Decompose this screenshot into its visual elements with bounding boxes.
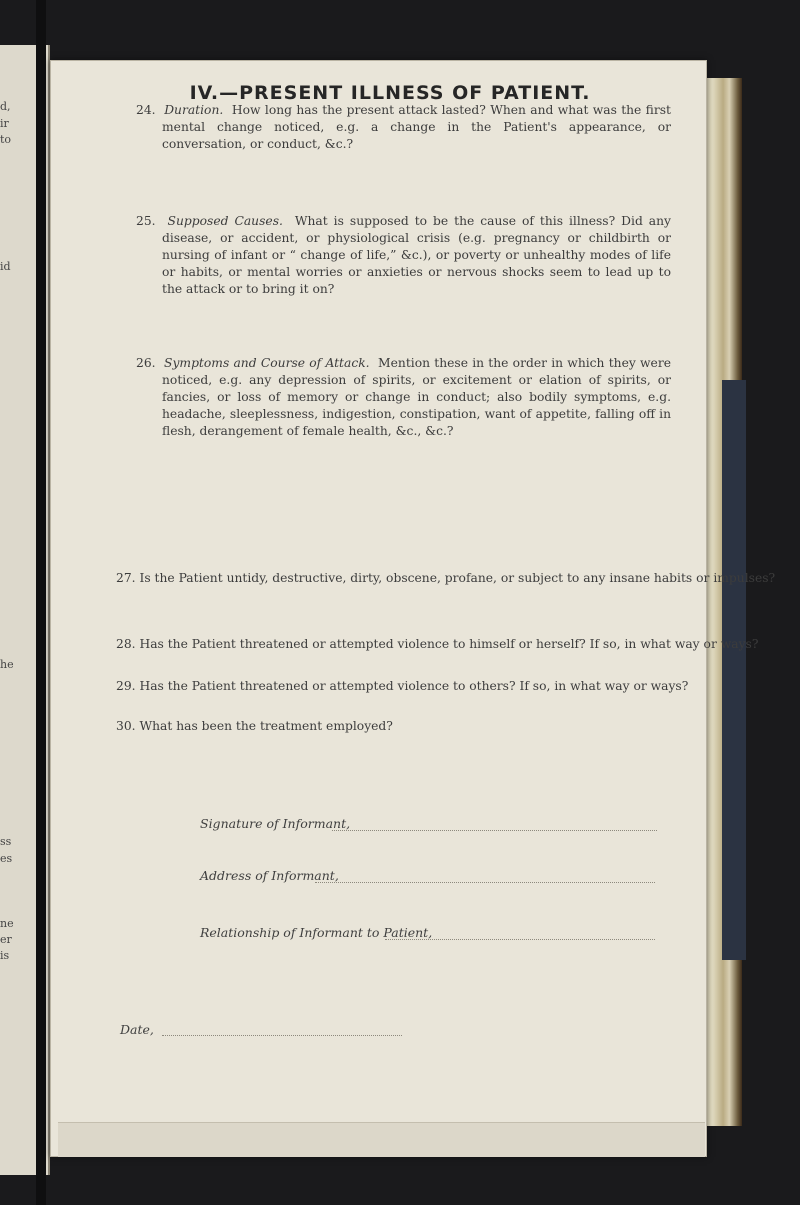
question-27: 27. Is the Patient untidy, destructive, dirty, obscene, profane, or subject to any insane habits or impulses? xyxy=(116,571,776,585)
question-text: Mention these in the order in which they were noticed, e.g. any depression of spirits, or excitement or elation of spirits, or fancies, or loss of memory or change in conduct; also bodily symptoms, e.g. headache, sleeplessness, indigestion, constipation, want of appetite, falling off in flesh, derangement of female health, &c., &c.? xyxy=(162,356,671,438)
question-text: What is supposed to be the cause of this illness? Did any disease, or accident, or physiological crisis (e.g. pregnancy or childbirth or nursing of infant or “ change of life,” &c.), or poverty or unhealthy modes of life or habits, or mental worries or anxieties or nervous shocks seem to lead up to the attack or to bring it on? xyxy=(162,214,671,296)
question-30: 30. What has been the treatment employed? xyxy=(116,719,393,733)
address-label: Address of Informant, xyxy=(200,868,339,883)
relationship-label: Relationship of Informant to Patient, xyxy=(200,925,433,940)
date-line[interactable] xyxy=(162,1035,402,1036)
date-label: Date, xyxy=(120,1022,154,1037)
question-29: 29. Has the Patient threatened or attempted violence to others? If so, in what way or ways? xyxy=(116,679,689,693)
facing-page-text: is xyxy=(0,949,10,962)
book-spine xyxy=(36,0,46,1205)
facing-page-text: id xyxy=(0,260,11,273)
question-number: 26. xyxy=(136,356,156,370)
signature-line[interactable] xyxy=(332,830,657,831)
question-text: How long has the present attack lasted? When and what was the first mental change noticed, e.g. a change in the Patient's appearance, or conversation, or conduct, &c.? xyxy=(162,103,671,151)
facing-page-text: ir xyxy=(0,117,9,130)
page-heading: IV.—PRESENT ILLNESS OF PATIENT. xyxy=(189,82,591,104)
question-number: 24. xyxy=(136,103,156,117)
address-line[interactable] xyxy=(315,882,655,883)
facing-page-text: es xyxy=(0,852,13,865)
question-26 xyxy=(116,355,671,440)
facing-page-text: he xyxy=(0,658,14,671)
facing-page-text: to xyxy=(0,133,12,146)
facing-page-text: er xyxy=(0,933,12,946)
facing-page-text: d, xyxy=(0,100,11,113)
book-binding xyxy=(722,380,746,960)
facing-page-text: ne xyxy=(0,917,14,930)
question-25 xyxy=(116,213,671,298)
question-title: Duration. xyxy=(164,103,224,117)
relationship-line[interactable] xyxy=(385,939,655,940)
question-title: Supposed Causes. xyxy=(167,214,283,228)
facing-page-text: ss xyxy=(0,835,12,848)
signature-label: Signature of Informant, xyxy=(200,816,351,831)
question-28: 28. Has the Patient threatened or attempted violence to himself or herself? If so, in what way or ways? xyxy=(116,637,759,651)
question-24 xyxy=(116,102,671,153)
page-fold xyxy=(58,1122,705,1157)
question-title: Symptoms and Course of Attack. xyxy=(164,356,370,370)
question-number: 25. xyxy=(136,214,156,228)
